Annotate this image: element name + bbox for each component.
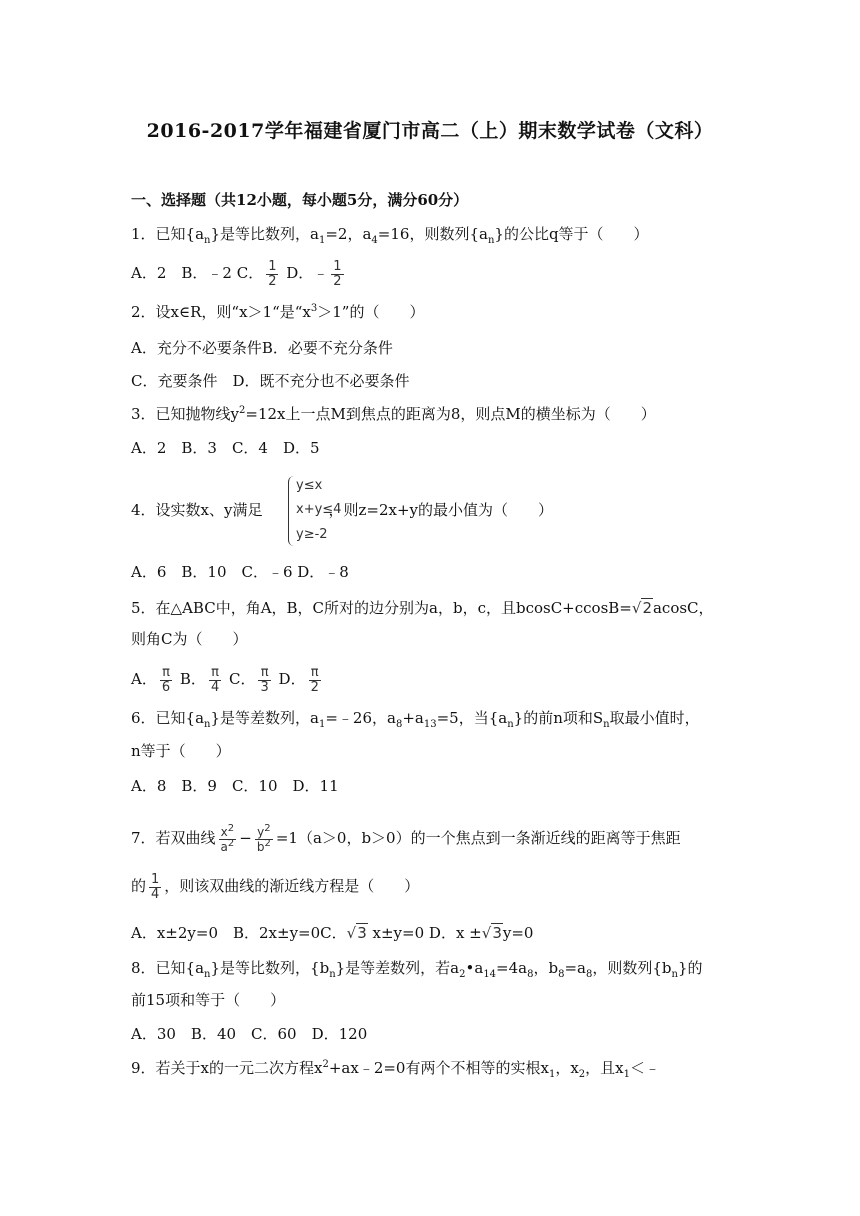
denominator: 4 [151,886,160,902]
superscript: 2 [227,822,235,834]
subscript: 13 [423,719,437,730]
q1-text: }的公比q等于（ ） [494,225,649,243]
q7-options-text: x±y=0 D．x ± [367,924,482,942]
q6-text: +a [402,709,424,727]
question-6 [131,708,700,728]
numerator: π [309,666,321,681]
subscript: 1 [318,235,326,246]
q9-text: 9．若关于x的一元二次方程x [131,1059,323,1077]
question-1-options [131,258,347,289]
q6-text: }的前n项和S [513,709,604,727]
subscript: 1 [318,719,326,730]
subscript: n [603,719,610,730]
constraint-1: y≤x [296,478,323,493]
numerator: 1 [151,871,160,887]
q1-text: 1．已知{a [131,225,205,243]
subscript: 2 [459,969,466,980]
q9-text: ，且x [585,1059,624,1077]
q5-option-c: C． [229,670,256,688]
var-b: b [256,839,265,854]
fraction [309,666,321,695]
q7-text: ，则该双曲线的渐近线方程是（ ） [164,877,420,895]
q6-text: 6．已知{a [131,709,205,727]
subscript: 14 [483,969,497,980]
radicand: 3 [357,924,367,942]
q1-text: }是等比数列，a [210,225,319,243]
denominator: 4 [210,679,220,695]
q6-text: }是等差数列，a [210,709,319,727]
subscript: n [487,235,495,246]
q5-option-d: D． [278,670,306,688]
subscript: 8 [558,969,565,980]
q7-options-text: y=0 [502,924,534,942]
q7-text: 7．若双曲线 [131,829,216,847]
subscript: 1 [548,1069,556,1080]
radicand: 2 [642,599,652,617]
question-7-options [131,923,533,943]
subscript: n [204,235,211,246]
superscript: 2 [264,822,271,834]
q8-text: •a [465,959,484,977]
numerator: π [209,666,221,681]
q5-text: acosC， [652,599,714,617]
q8-text: ，则数列{b [592,959,672,977]
q1-text: =2，a [325,225,372,243]
question-2 [131,302,424,322]
q7-text: =1（a＞0，b＞0）的一个焦点到一条渐近线的距离等于焦距 [275,829,681,847]
q8-text: =a [564,959,586,977]
q6-text: 取最小值时， [609,709,700,727]
denominator: 2 [268,273,277,289]
subscript: n [507,719,514,730]
q5-option-b: B． [179,670,206,688]
question-6-options: A．8 B．9 C．10 D．11 [131,777,339,795]
question-8-options: A．30 B．40 C．60 D．120 [131,1025,368,1043]
superscript: 2 [227,837,235,849]
q3-text: =12x上一点M到焦点的距离为8，则点M的横坐标为（ ） [245,405,656,423]
numerator: π [160,666,172,681]
q8-text: =4a [496,959,528,977]
var-y: y [257,824,265,839]
numerator: 1 [268,258,277,274]
question-3-options: A．2 B．3 C．4 D．5 [131,439,320,457]
sqrt: √3 [481,924,502,942]
fraction [149,873,161,902]
subscript: 8 [585,969,593,980]
sqrt: √2 [631,599,652,617]
fraction [209,666,221,695]
q1-options-text: A．2 B．﹣2 C． [131,264,264,282]
denominator: 6 [161,679,171,695]
q9-text: +ax﹣2=0有两个不相等的实根x [328,1059,549,1077]
q1-text: =16，则数列{a [377,225,488,243]
sqrt: √3 [346,924,367,942]
question-8-line-2: 前15项和等于（ ） [131,991,286,1009]
q2-text: 2．设x∈R，则“x＞1“是“x [131,303,311,321]
q7-text: 的 [131,877,147,895]
subscript: 8 [395,719,403,730]
subscript: n [671,969,678,980]
q8-text: }的 [677,959,703,977]
superscript: 2 [264,837,271,849]
q9-text: ＜﹣ [630,1059,661,1077]
constraint-3: y≥-2 [296,527,328,542]
subscript: 8 [527,969,534,980]
subscript: 2 [578,1069,586,1080]
question-5 [131,598,714,618]
denominator: 2 [310,679,319,695]
superscript: 3 [310,303,318,314]
q7-options-text: A．x±2y=0 B．2x±y=0C． [131,924,347,942]
question-5-line-2: 则角C为（ ） [131,630,248,648]
fraction [255,822,273,854]
question-5-options [131,664,324,695]
q4-text: ，则z=2x+y的最小值为（ ） [328,501,554,519]
var-x: x [220,824,228,839]
question-2-options-1: A．充分不必要条件B．必要不充分条件 [131,339,393,357]
question-1 [131,224,649,244]
question-2-options-2: C．充要条件 D．既不充分也不必要条件 [131,372,410,390]
section-heading: 一、选择题（共12小题，每小题5分，满分60分） [131,191,469,209]
fraction [258,666,270,695]
question-9 [131,1058,660,1078]
superscript: 2 [322,1059,329,1070]
subscript: n [204,969,211,980]
q8-text: }是等差数列，若a [335,959,460,977]
numerator: π [258,666,270,681]
q1-option-d: D．﹣ [286,264,329,282]
q8-text: }是等比数列，{b [210,959,330,977]
denominator: 2 [333,273,342,289]
left-brace [288,476,295,546]
q5-text: 5．在△ABC中，角A，B，C所对的边分别为a，b，c，且bcosC+ccosB= [131,599,632,617]
q8-text: ，b [533,959,559,977]
constraint-2: x+y≤4 [296,502,342,517]
fraction [266,260,278,289]
q8-text: 8．已知{a [131,959,205,977]
q3-text: 3．已知抛物线y [131,405,240,423]
q2-text: ＞1”的（ ） [317,303,425,321]
subscript: n [329,969,336,980]
q6-text: =5，当{a [436,709,508,727]
q9-text: ，x [555,1059,579,1077]
q4-text: 4．设实数x、y满足 [131,501,263,519]
question-7: 7．若双曲线 $\frac{x^2}{a^2}$ − $\frac{y^2}{b^2}$ =1（a＞0，b＞0）的一个焦点到一条渐近线的距离等于焦距 [131,822,681,854]
question-3 [131,404,656,424]
subscript: 4 [371,235,378,246]
q5-option-a: A． [131,670,157,688]
denominator [219,837,237,854]
q6-text: =﹣26，a [325,709,396,727]
question-8 [131,958,703,978]
fraction [219,822,237,854]
superscript: 2 [239,405,246,416]
subscript: 1 [623,1069,630,1080]
question-4-options: A．6 B．10 C．﹣6 D．﹣8 [131,563,349,581]
constraint-system [288,476,348,548]
fraction [331,260,343,289]
question-7-line-2 [131,870,419,902]
numerator: 1 [333,258,342,274]
denominator [255,837,273,854]
denominator: 3 [260,679,269,695]
var-a: a [220,839,228,854]
exam-title: 2016-2017学年福建省厦门市高二（上）期末数学试卷（文科） [146,120,714,142]
radicand: 3 [492,924,502,942]
subscript: n [204,719,211,730]
fraction [160,666,172,695]
question-6-line-2: n等于（ ） [131,742,231,760]
